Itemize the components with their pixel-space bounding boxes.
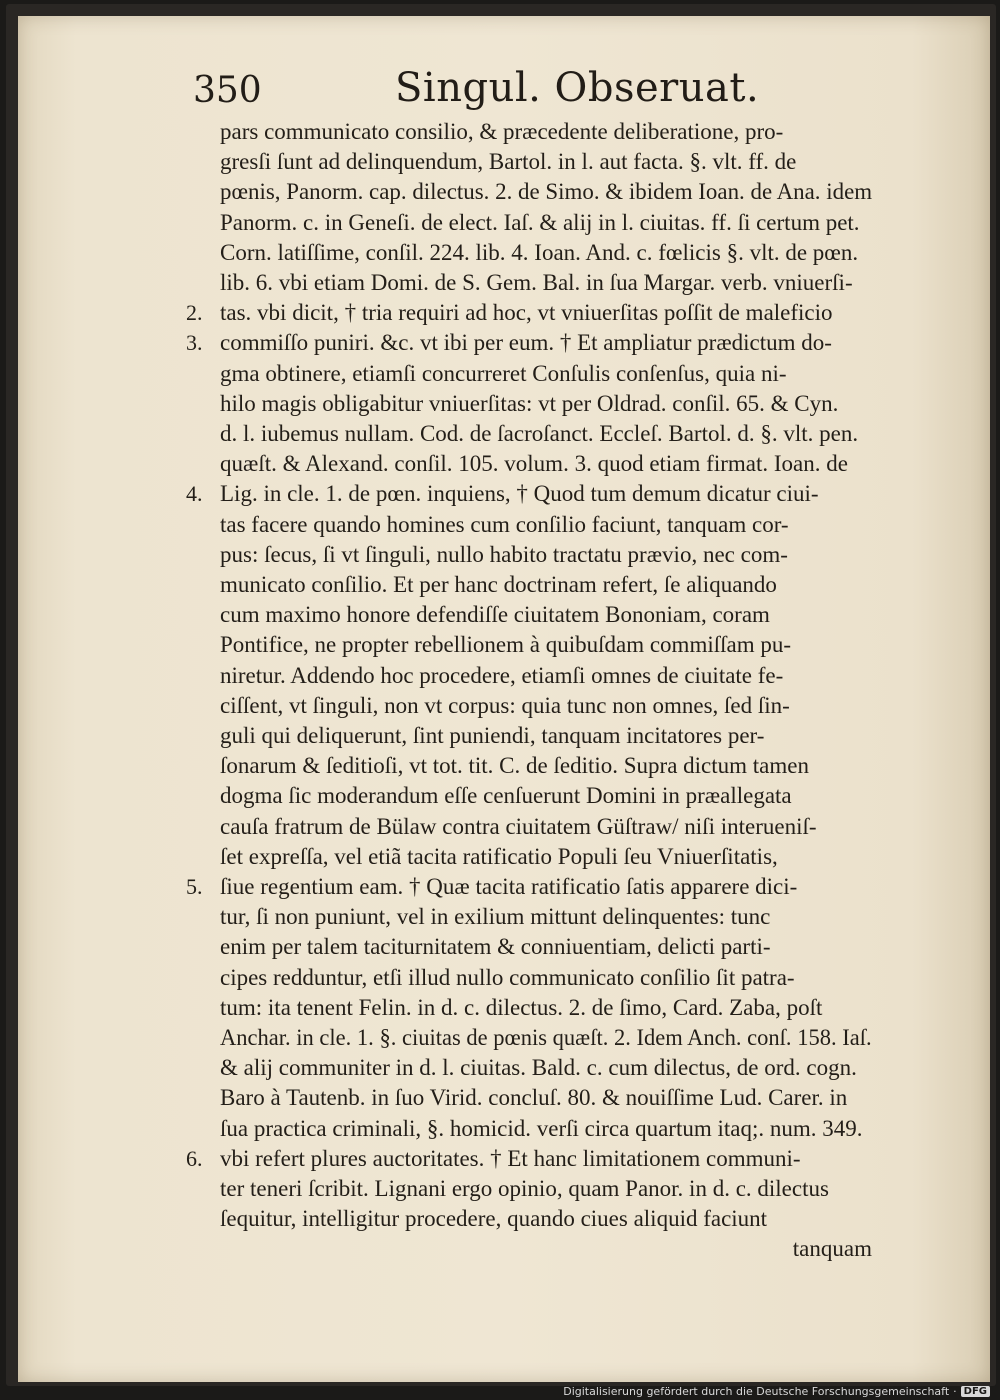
- margin-number: 3.: [186, 330, 203, 356]
- text-line: tur, ſi non puniunt, vel in exilium mittunt delinquentes: tunc: [220, 904, 771, 930]
- text-line: Corn. latiſſime, conſil. 224. lib. 4. Ioan. And. c. fœlicis §. vlt. de pœn.: [220, 239, 859, 265]
- text-line: dogma ſic moderandum eſſe cenſuerunt Domini in præallegata: [220, 783, 792, 809]
- text-line: municato conſilio. Et per hanc doctrinam refert, ſe aliquando: [220, 572, 777, 597]
- text-line: cum maximo honore defendiſſe ciuitatem Bononiam, coram: [220, 602, 770, 628]
- text-line: commiſſo puniri. &c. vt ibi per eum. † Et ampliatur prædictum do-: [220, 330, 832, 356]
- text-line: ſua practica criminali, §. homicid. verſi circa quartum itaq;. num. 349.: [220, 1115, 863, 1141]
- text-line: hilo magis obligabitur vniuerſitas: vt per Oldrad. conſil. 65. & Cyn.: [220, 390, 839, 416]
- page-number: 350: [193, 70, 262, 111]
- text-line: tas. vbi dicit, † tria requiri ad hoc, vt vniuerſitas poſſit de maleficio: [220, 300, 833, 326]
- text-line: Anchar. in cle. 1. §. ciuitas de pœnis quæſt. 2. Idem Anch. conſ. 158. Iaſ.: [220, 1025, 872, 1050]
- text-line: Baro à Tautenb. in ſuo Virid. concluſ. 80. & nouiſſime Lud. Carer. in: [220, 1085, 848, 1111]
- text-line: niretur. Addendo hoc procedere, etiamſi omnes de ciuitate fe-: [220, 662, 784, 688]
- margin-number: 6.: [186, 1145, 203, 1171]
- dfg-logo-icon: DFG: [961, 1386, 990, 1397]
- text-line: Lig. in cle. 1. de pœn. inquiens, † Quod tum demum dicatur ciui-: [220, 481, 819, 507]
- text-line: ſet expreſſa, vel etiã tacita ratificatio Populi ſeu Vniuerſitatis,: [220, 843, 778, 869]
- text-line: pus: ſecus, ſi vt ſinguli, nullo habito tractatu prævio, nec com-: [220, 541, 788, 567]
- text-line: Pontifice, ne propter rebellionem à quibuſdam commiſſam pu-: [220, 632, 792, 658]
- text-line: Panorm. c. in Geneſi. de elect. Iaſ. & alij in l. ciuitas. ff. ſi certum pet.: [220, 209, 860, 235]
- text-line: d. l. iubemus nullam. Cod. de ſacroſanct. Eccleſ. Bartol. d. §. vlt. pen.: [220, 421, 859, 446]
- text-line: pœnis, Panorm. cap. dilectus. 2. de Simo. & ibidem Ioan. de Ana. idem: [220, 179, 873, 205]
- text-line: ciſſent, vt ſinguli, non vt corpus: quia tunc non omnes, ſed ſin-: [220, 692, 790, 718]
- text-line: tum: ita tenent Felin. in d. c. dilectus. 2. de ſimo, Card. Zaba, poſt: [220, 994, 823, 1020]
- text-line: guli qui deliquerunt, ſint puniendi, tanquam incitatores per-: [220, 723, 765, 748]
- text-line: enim per talem taciturnitatem & conniuentiam, delicti parti-: [220, 934, 771, 960]
- text-line: gma obtinere, etiamſi concurreret Conſulis conſenſus, quia ni-: [220, 360, 787, 386]
- text-line: quæſt. & Alexand. conſil. 105. volum. 3. quod etiam firmat. Ioan. de: [220, 451, 848, 477]
- text-line: pars communicato consilio, & præcedente deliberatione, pro-: [220, 119, 784, 144]
- margin-number: 2.: [186, 300, 203, 326]
- text-line: lib. 6. vbi etiam Domi. de S. Gem. Bal. in ſua Margar. verb. vniuerſi-: [220, 270, 853, 295]
- text-line: vbi refert plures auctoritates. † Et hanc limitationem communi-: [220, 1145, 801, 1171]
- text-line: tanquam: [792, 1236, 872, 1262]
- text-line: cipes redduntur, etſi illud nullo communicato conſilio ſit patra-: [220, 964, 795, 990]
- text-line: ſiue regentium eam. † Quæ tacita ratificatio ſatis apparere dici-: [220, 874, 798, 899]
- text-line: ſequitur, intelligitur procedere, quando ciues aliquid faciunt: [220, 1206, 768, 1232]
- footer-credit: Digitalisierung gefördert durch die Deutsche Forschungsgemeinschaft: [563, 1385, 950, 1398]
- text-line: tas facere quando homines cum conſilio faciunt, tanquam cor-: [220, 511, 789, 537]
- text-line: gresſi ſunt ad delinquendum, Bartol. in l. aut facta. §. vlt. ff. de: [220, 149, 797, 175]
- running-head: Singul. Obseruat.: [395, 65, 760, 111]
- margin-number: 4.: [186, 481, 203, 507]
- margin-number: 5.: [186, 874, 203, 899]
- text-line: ſonarum & ſeditioſi, vt tot. tit. C. de ſeditio. Supra dictum tamen: [220, 753, 809, 779]
- text-line: & alij communiter in d. l. ciuitas. Bald. c. cum dilectus, de ord. cogn.: [220, 1055, 857, 1081]
- digitization-footer: Digitalisierung gefördert durch die Deutsche Forschungsgemeinschaft · DFG: [563, 1385, 990, 1398]
- text-line: cauſa fratrum de Bülaw contra ciuitatem Güſtraw/ niſi interueniſ-: [220, 813, 817, 839]
- text-line: ter teneri ſcribit. Lignani ergo opinio, quam Panor. in d. c. dilectus: [220, 1176, 829, 1201]
